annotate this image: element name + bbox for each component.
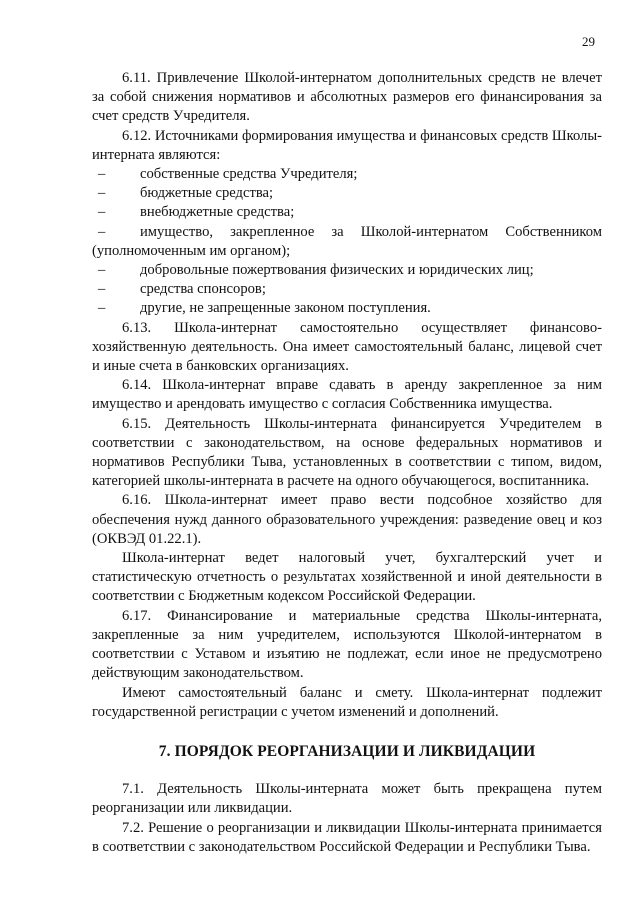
document-body xyxy=(92,69,602,857)
list-dash: – xyxy=(98,300,106,317)
list-dash: – xyxy=(98,223,106,240)
paragraph-6-12: 6.12. Источниками формирования имущества и финансовых средств Школы-интерната являются: xyxy=(92,127,602,163)
paragraph-6-17-continued: Имеют самостоятельный баланс и смету. Школа-интернат подлежит государственной регистрации с учетом изменений и дополнений. xyxy=(92,684,602,720)
list-item-text: имущество, закрепленное за Школой-интернатом Собственником xyxy=(140,223,602,240)
paragraph-6-16: 6.16. Школа-интернат имеет право вести подсобное хозяйство для обеспечения нужд данного образовательного учреждения: разведение овец и коз (ОКВЭД 01.22.1). xyxy=(92,492,602,547)
list-item xyxy=(92,165,602,184)
list-item-text: средства спонсоров; xyxy=(140,281,266,298)
paragraph-6-17: 6.17. Финансирование и материальные средства Школы-интерната, закрепленные за ним учредителем, используются Школой-интернатом в соответствии с Уставом и изъятию не подлежат, если иное не предусмотрено действующим законодательством. xyxy=(92,607,602,682)
paragraph-6-14: 6.14. Школа-интернат вправе сдавать в аренду закрепленное за ним имущество и арендовать имущество с согласия Собственника имущества. xyxy=(92,377,602,413)
paragraph-6-13: 6.13. Школа-интернат самостоятельно осуществляет финансово-хозяйственную деятельность. Она имеет самостоятельный баланс, лицевой счет и иные счета в банковских организациях. xyxy=(92,319,602,375)
paragraph-6-16-continued: Школа-интернат ведет налоговый учет, бухгалтерский учет и статистическую отчетность о результатах хозяйственной и иной деятельности в соответствии с Бюджетным кодексом Российской Федерации. xyxy=(92,550,602,605)
list-dash: – xyxy=(98,166,106,183)
section-heading: 7. ПОРЯДОК РЕОРГАНИЗАЦИИ И ЛИКВИДАЦИИ xyxy=(158,742,536,760)
list-item-continuation: (уполномоченным им органом); xyxy=(92,242,291,259)
list-dash: – xyxy=(98,281,106,298)
list-item xyxy=(92,184,602,203)
list-item-text: собственные средства Учредителя; xyxy=(140,166,358,183)
list-item xyxy=(92,261,602,280)
paragraph-7-2: 7.2. Решение о реорганизации и ликвидации Школы-интерната принимается в соответствии с законодательством Российской Федерации и Республики Тыва. xyxy=(92,819,602,855)
list-item-text: бюджетные средства; xyxy=(140,185,274,202)
list-item-text: добровольные пожертвования физических и юридических лиц; xyxy=(140,262,534,279)
list-item-text: внебюджетные средства; xyxy=(140,204,295,221)
list-item xyxy=(92,223,602,261)
page-number: 29 xyxy=(582,34,595,49)
paragraph-7-1: 7.1. Деятельность Школы-интерната может быть прекращена путем реорганизации или ликвидации. xyxy=(92,781,602,817)
list-item-text: другие, не запрещенные законом поступления. xyxy=(140,300,431,317)
list-item xyxy=(92,203,602,222)
paragraph-6-11: 6.11. Привлечение Школой-интернатом дополнительных средств не влечет за собой снижения нормативов и абсолютных размеров его финансирования за счет средств Учредителя. xyxy=(92,70,602,125)
list-dash: – xyxy=(98,204,106,221)
paragraph-6-15: 6.15. Деятельность Школы-интерната финансируется Учредителем в соответствии с законодательством, на основе федеральных нормативов и нормативов Республики Тыва, установленных в соответствии с типом, видом, категорией школы-интерната в расчете на одного обучающегося, воспитанника. xyxy=(92,415,602,490)
list-item xyxy=(92,280,602,299)
list-dash: – xyxy=(98,185,106,202)
list-dash: – xyxy=(98,262,106,279)
list-item xyxy=(92,299,602,318)
